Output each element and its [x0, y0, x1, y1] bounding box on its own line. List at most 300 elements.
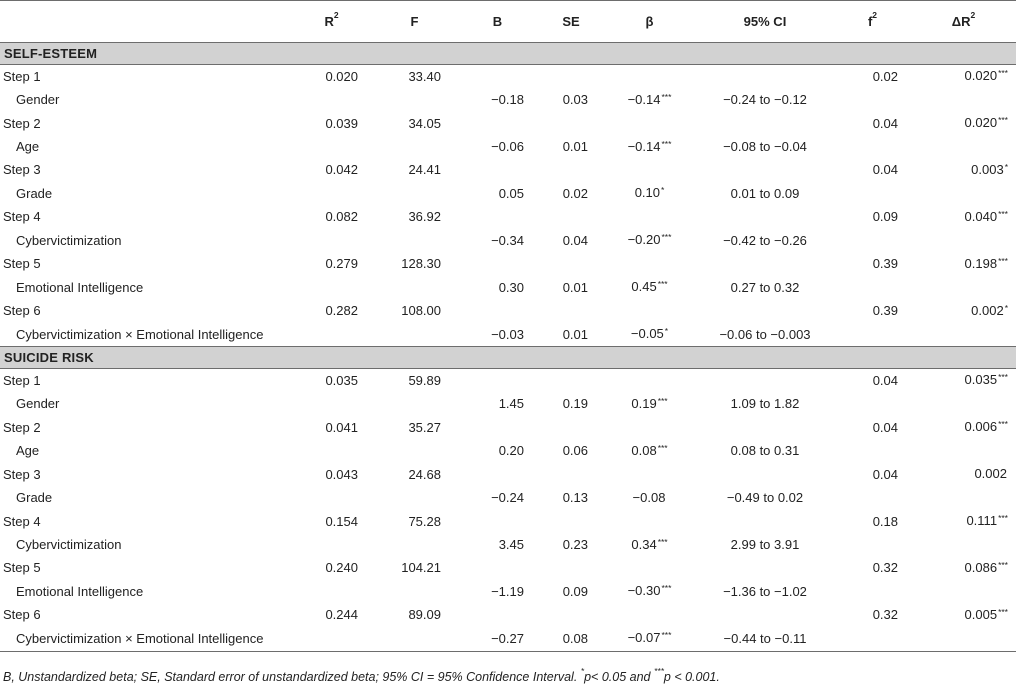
- cell-f: [373, 580, 456, 603]
- cell-beta-value: −0.30: [627, 583, 661, 599]
- cell-f2: [834, 88, 911, 111]
- cell-delta-r2: [911, 533, 1016, 556]
- cell-delta-r2: [911, 253, 1016, 276]
- cell-se: [539, 416, 603, 439]
- cell-r2-value: 0.020: [325, 68, 358, 84]
- cell-f: [373, 463, 456, 486]
- cell-r2-value: 0.240: [325, 560, 358, 576]
- cell-se: [539, 253, 603, 276]
- cell-ci: [696, 159, 834, 182]
- cell-b-value: 3.45: [498, 537, 524, 553]
- step-label: Step 5: [3, 560, 41, 576]
- cell-r2: [290, 486, 373, 509]
- predictor-label: Gender: [16, 396, 60, 412]
- step-label: Step 3: [3, 466, 41, 482]
- cell-f2: [834, 627, 911, 651]
- cell-r2: [290, 369, 373, 393]
- cell-b: [456, 159, 539, 182]
- header-f: F: [410, 13, 419, 29]
- cell-se-value: 0.01: [562, 279, 588, 295]
- cell-f-value: 89.09: [408, 607, 441, 623]
- table-row: [0, 276, 1016, 299]
- cell-se: [539, 65, 603, 89]
- cell-r2-value: 0.042: [325, 162, 358, 178]
- cell-se: [539, 580, 603, 603]
- cell-f2: [834, 135, 911, 158]
- cell-f: [373, 510, 456, 533]
- cell-ci: [696, 463, 834, 486]
- cell-b: [456, 393, 539, 416]
- cell-se: [539, 323, 603, 347]
- cell-ci: [696, 627, 834, 651]
- cell-beta: [603, 112, 696, 135]
- cell-delta-r2-value: 0.040: [964, 208, 998, 224]
- cell-delta-r2-value: 0.002: [974, 466, 1007, 482]
- cell-f2: [834, 206, 911, 229]
- cell-ci: [696, 486, 834, 509]
- cell-f2-value: 0.39: [872, 303, 898, 319]
- cell-r2: [290, 88, 373, 111]
- cell-r2: [290, 112, 373, 135]
- cell-ci: [696, 416, 834, 439]
- cell-ci: [696, 369, 834, 393]
- cell-delta-r2: [911, 206, 1016, 229]
- cell-r2: [290, 580, 373, 603]
- cell-f2: [834, 580, 911, 603]
- cell-beta: [603, 557, 696, 580]
- cell-se-value: 0.08: [562, 630, 588, 646]
- cell-ci: [696, 393, 834, 416]
- cell-beta: [603, 533, 696, 556]
- cell-r2: [290, 229, 373, 252]
- cell-delta-r2: [911, 299, 1016, 322]
- cell-b-value: −0.06: [491, 139, 524, 155]
- significance-marker: ***: [661, 583, 672, 594]
- cell-se: [539, 135, 603, 158]
- cell-f2: [834, 440, 911, 463]
- predictor-label: Cybervictimization × Emotional Intelligence: [0, 627, 290, 651]
- cell-beta: [603, 135, 696, 158]
- cell-delta-r2: [911, 182, 1016, 205]
- significance-marker: ***: [657, 395, 668, 406]
- cell-b: [456, 253, 539, 276]
- cell-se: [539, 533, 603, 556]
- significance-marker: ***: [998, 208, 1008, 219]
- cell-f2-value: 0.04: [872, 372, 898, 388]
- cell-b: [456, 65, 539, 89]
- cell-f2: [834, 299, 911, 322]
- cell-r2-value: 0.282: [325, 303, 358, 319]
- predictor-label: Grade: [16, 185, 53, 201]
- cell-delta-r2: [911, 510, 1016, 533]
- cell-r2: [290, 463, 373, 486]
- cell-b: [456, 135, 539, 158]
- cell-b-value: −0.24: [491, 490, 524, 506]
- cell-se-value: 0.23: [562, 537, 588, 553]
- cell-beta: [603, 276, 696, 299]
- cell-b: [456, 112, 539, 135]
- cell-se: [539, 229, 603, 252]
- cell-f2: [834, 276, 911, 299]
- cell-b-value: −0.34: [491, 232, 524, 248]
- cell-beta: [603, 88, 696, 111]
- significance-marker: ***: [657, 536, 668, 547]
- header-b: B: [492, 13, 503, 29]
- table-body: [0, 43, 1016, 652]
- cell-r2: [290, 182, 373, 205]
- cell-f: [373, 88, 456, 111]
- cell-delta-r2: [911, 369, 1016, 393]
- significance-marker: ***: [998, 513, 1008, 524]
- cell-f2-value: 0.09: [872, 209, 898, 225]
- cell-ci-value: −0.24 to −0.12: [723, 92, 807, 108]
- cell-beta-value: −0.20: [627, 232, 661, 248]
- cell-delta-r2-value: 0.111: [966, 513, 998, 529]
- predictor-label: Grade: [16, 490, 53, 506]
- cell-se: [539, 299, 603, 322]
- cell-se: [539, 159, 603, 182]
- cell-f: [373, 486, 456, 509]
- significance-marker: ***: [998, 606, 1008, 617]
- cell-r2-value: 0.043: [325, 466, 358, 482]
- cell-f-value: 24.41: [408, 162, 441, 178]
- cell-r2: [290, 604, 373, 627]
- predictor-label: Cybervictimization: [16, 537, 122, 553]
- cell-f-value: 108.00: [401, 303, 441, 319]
- cell-ci: [696, 440, 834, 463]
- significance-marker: *: [1004, 161, 1008, 172]
- cell-se: [539, 369, 603, 393]
- cell-ci: [696, 182, 834, 205]
- cell-f2: [834, 557, 911, 580]
- cell-f-value: 24.68: [408, 466, 441, 482]
- cell-ci-value: 0.27 to 0.32: [730, 279, 800, 295]
- cell-f: [373, 557, 456, 580]
- cell-f2: [834, 112, 911, 135]
- cell-ci: [696, 323, 834, 347]
- cell-delta-r2: [911, 159, 1016, 182]
- cell-f: [373, 299, 456, 322]
- cell-b-value: 0.20: [498, 443, 524, 459]
- section-header-row: [0, 43, 1016, 65]
- cell-se: [539, 463, 603, 486]
- cell-r2: [290, 627, 373, 651]
- cell-delta-r2: [911, 627, 1016, 651]
- cell-delta-r2: [911, 463, 1016, 486]
- cell-f: [373, 135, 456, 158]
- cell-beta-value: −0.14: [627, 138, 661, 154]
- cell-f2: [834, 604, 911, 627]
- cell-se: [539, 393, 603, 416]
- cell-f: [373, 206, 456, 229]
- cell-f2-value: 0.18: [872, 513, 898, 529]
- cell-ci: [696, 299, 834, 322]
- cell-b: [456, 323, 539, 347]
- significance-marker: ***: [998, 68, 1008, 79]
- cell-f2: [834, 463, 911, 486]
- cell-beta: [603, 253, 696, 276]
- cell-f: [373, 276, 456, 299]
- cell-ci: [696, 206, 834, 229]
- cell-f2: [834, 510, 911, 533]
- cell-b: [456, 486, 539, 509]
- table-row: [0, 229, 1016, 252]
- cell-ci: [696, 510, 834, 533]
- cell-beta-value: −0.08: [632, 489, 666, 505]
- cell-se: [539, 88, 603, 111]
- cell-f: [373, 369, 456, 393]
- table-row: [0, 604, 1016, 627]
- cell-f2: [834, 369, 911, 393]
- cell-ci: [696, 65, 834, 89]
- cell-r2: [290, 159, 373, 182]
- cell-se-value: 0.04: [562, 232, 588, 248]
- table-row: [0, 253, 1016, 276]
- cell-beta: [603, 299, 696, 322]
- cell-f2-value: 0.04: [872, 466, 898, 482]
- cell-r2: [290, 299, 373, 322]
- cell-ci-value: −0.42 to −0.26: [723, 232, 807, 248]
- cell-delta-r2-value: 0.002: [971, 302, 1004, 318]
- cell-f-value: 34.05: [408, 115, 441, 131]
- significance-marker: ***: [998, 559, 1008, 570]
- cell-f: [373, 182, 456, 205]
- significance-marker: ***: [998, 255, 1008, 266]
- cell-beta: [603, 393, 696, 416]
- significance-marker: ***: [661, 232, 672, 243]
- cell-f: [373, 65, 456, 89]
- header-ci: 95% CI: [743, 13, 787, 29]
- cell-b: [456, 182, 539, 205]
- cell-r2-value: 0.039: [325, 115, 358, 131]
- cell-f-value: 36.92: [408, 209, 441, 225]
- cell-beta: [603, 604, 696, 627]
- cell-ci: [696, 557, 834, 580]
- cell-ci: [696, 604, 834, 627]
- cell-ci: [696, 112, 834, 135]
- table-row: [0, 369, 1016, 393]
- cell-delta-r2: [911, 276, 1016, 299]
- significance-marker: ***: [998, 419, 1008, 430]
- significance-marker: ***: [998, 372, 1008, 383]
- cell-b-value: −0.18: [491, 92, 524, 108]
- cell-beta: [603, 486, 696, 509]
- cell-beta-value: 0.19: [631, 395, 657, 411]
- table-row: [0, 463, 1016, 486]
- cell-se-value: 0.01: [562, 326, 588, 342]
- cell-f2-value: 0.04: [872, 115, 898, 131]
- cell-ci-value: 2.99 to 3.91: [730, 537, 800, 553]
- table-row: [0, 486, 1016, 509]
- cell-se: [539, 440, 603, 463]
- cell-se-value: 0.02: [562, 185, 588, 201]
- cell-r2: [290, 253, 373, 276]
- table-row: [0, 88, 1016, 111]
- cell-f2: [834, 533, 911, 556]
- cell-b: [456, 510, 539, 533]
- significance-marker: ***: [657, 442, 668, 453]
- step-label: Step 1: [3, 68, 41, 84]
- cell-beta-value: −0.07: [627, 630, 661, 646]
- cell-delta-r2: [911, 112, 1016, 135]
- cell-f2-value: 0.02: [872, 68, 898, 84]
- step-label: Step 6: [3, 303, 41, 319]
- table-row: [0, 557, 1016, 580]
- cell-f-value: 75.28: [408, 513, 441, 529]
- table-row: [0, 65, 1016, 89]
- predictor-label: Emotional Intelligence: [16, 583, 144, 599]
- cell-se-value: 0.09: [562, 583, 588, 599]
- header-delta-r2: $\Delta R^2$: [951, 10, 976, 29]
- cell-f: [373, 323, 456, 347]
- cell-f: [373, 604, 456, 627]
- cell-beta: [603, 580, 696, 603]
- cell-ci: [696, 135, 834, 158]
- cell-r2: [290, 276, 373, 299]
- cell-r2-value: 0.279: [325, 256, 358, 272]
- cell-ci: [696, 88, 834, 111]
- cell-b-value: 1.45: [498, 396, 524, 412]
- cell-r2-value: 0.035: [325, 372, 358, 388]
- cell-b: [456, 229, 539, 252]
- cell-se: [539, 276, 603, 299]
- header-se: SE: [562, 13, 580, 29]
- cell-f: [373, 159, 456, 182]
- cell-beta: [603, 463, 696, 486]
- cell-delta-r2: [911, 393, 1016, 416]
- table-row: [0, 416, 1016, 439]
- cell-r2: [290, 557, 373, 580]
- significance-marker: ***: [657, 279, 668, 290]
- cell-se-value: 0.13: [562, 490, 588, 506]
- section-header-row: [0, 347, 1016, 369]
- predictor-label: Age: [16, 139, 40, 155]
- table-row: [0, 112, 1016, 135]
- table-row: [0, 299, 1016, 322]
- cell-r2-value: 0.041: [325, 419, 358, 435]
- cell-f-value: 59.89: [408, 372, 441, 388]
- cell-beta-value: 0.34: [631, 536, 657, 552]
- table-row: [0, 206, 1016, 229]
- cell-f: [373, 112, 456, 135]
- step-label: Step 1: [3, 372, 41, 388]
- cell-ci-value: −1.36 to −1.02: [723, 583, 807, 599]
- cell-delta-r2-value: 0.006: [964, 419, 998, 435]
- cell-delta-r2-value: 0.035: [964, 372, 998, 388]
- significance-marker: *: [664, 326, 669, 337]
- header-r2: $R^2$: [324, 10, 339, 29]
- cell-r2: [290, 65, 373, 89]
- cell-ci: [696, 229, 834, 252]
- cell-b: [456, 299, 539, 322]
- predictor-label: Cybervictimization × Emotional Intelligence: [16, 326, 264, 342]
- cell-b-value: −1.19: [491, 583, 524, 599]
- cell-f-value: 128.30: [401, 256, 441, 272]
- cell-se: [539, 604, 603, 627]
- section-title: SELF-ESTEEM: [0, 43, 1016, 65]
- cell-f: [373, 253, 456, 276]
- cell-f: [373, 416, 456, 439]
- step-label: Step 4: [3, 209, 41, 225]
- cell-r2: [290, 206, 373, 229]
- cell-delta-r2: [911, 557, 1016, 580]
- cell-delta-r2-value: 0.020: [964, 115, 998, 131]
- significance-marker: ***: [998, 115, 1008, 126]
- table-row: [0, 323, 1016, 347]
- predictor-label: Cybervictimization: [16, 232, 122, 248]
- cell-b: [456, 276, 539, 299]
- table-row: [0, 135, 1016, 158]
- cell-beta: [603, 416, 696, 439]
- cell-r2: [290, 533, 373, 556]
- cell-f2-value: 0.39: [872, 256, 898, 272]
- cell-delta-r2-value: 0.086: [964, 559, 998, 575]
- cell-delta-r2-value: 0.005: [964, 606, 998, 622]
- cell-beta-value: −0.14: [627, 91, 661, 107]
- cell-b: [456, 206, 539, 229]
- cell-b: [456, 557, 539, 580]
- cell-ci-value: 0.01 to 0.09: [730, 185, 800, 201]
- cell-beta-value: −0.05: [630, 326, 664, 342]
- cell-b-value: −0.27: [491, 630, 524, 646]
- cell-r2: [290, 416, 373, 439]
- cell-ci: [696, 533, 834, 556]
- step-label: Step 2: [3, 419, 41, 435]
- step-label: Step 6: [3, 607, 41, 623]
- significance-marker: *: [661, 185, 665, 196]
- cell-ci-value: −0.49 to 0.02: [726, 490, 804, 506]
- table-row: [0, 159, 1016, 182]
- cell-delta-r2-value: 0.198: [964, 255, 998, 271]
- cell-b: [456, 580, 539, 603]
- cell-r2: [290, 440, 373, 463]
- cell-ci: [696, 253, 834, 276]
- cell-f2: [834, 65, 911, 89]
- header-label: [0, 1, 290, 43]
- cell-f2-value: 0.04: [872, 162, 898, 178]
- header-beta: β: [645, 13, 654, 29]
- cell-f2: [834, 416, 911, 439]
- cell-delta-r2-value: 0.020: [964, 68, 998, 84]
- cell-se: [539, 112, 603, 135]
- cell-r2: [290, 510, 373, 533]
- cell-b: [456, 604, 539, 627]
- cell-delta-r2: [911, 416, 1016, 439]
- cell-f2-value: 0.32: [872, 607, 898, 623]
- cell-r2-value: 0.082: [325, 209, 358, 225]
- cell-se: [539, 627, 603, 651]
- significance-marker: ***: [661, 138, 672, 149]
- cell-f2: [834, 393, 911, 416]
- cell-b: [456, 533, 539, 556]
- cell-beta: [603, 440, 696, 463]
- cell-ci-value: −0.44 to −0.11: [723, 630, 807, 646]
- table-footnote: B, Unstandardized beta; SE, Standard error of unstandardized beta; 95% CI = 95% Confidence Interval. *p< 0.05 and ***p < 0.001.: [3, 665, 720, 684]
- cell-delta-r2: [911, 440, 1016, 463]
- cell-beta: [603, 182, 696, 205]
- cell-b: [456, 627, 539, 651]
- cell-delta-r2-value: 0.003: [971, 161, 1004, 177]
- cell-r2: [290, 393, 373, 416]
- predictor-label: Age: [16, 443, 40, 459]
- header-row: [0, 1, 1016, 43]
- cell-beta: [603, 159, 696, 182]
- cell-f-value: 33.40: [408, 68, 441, 84]
- cell-delta-r2: [911, 486, 1016, 509]
- cell-b: [456, 463, 539, 486]
- cell-delta-r2: [911, 323, 1016, 347]
- cell-beta: [603, 627, 696, 651]
